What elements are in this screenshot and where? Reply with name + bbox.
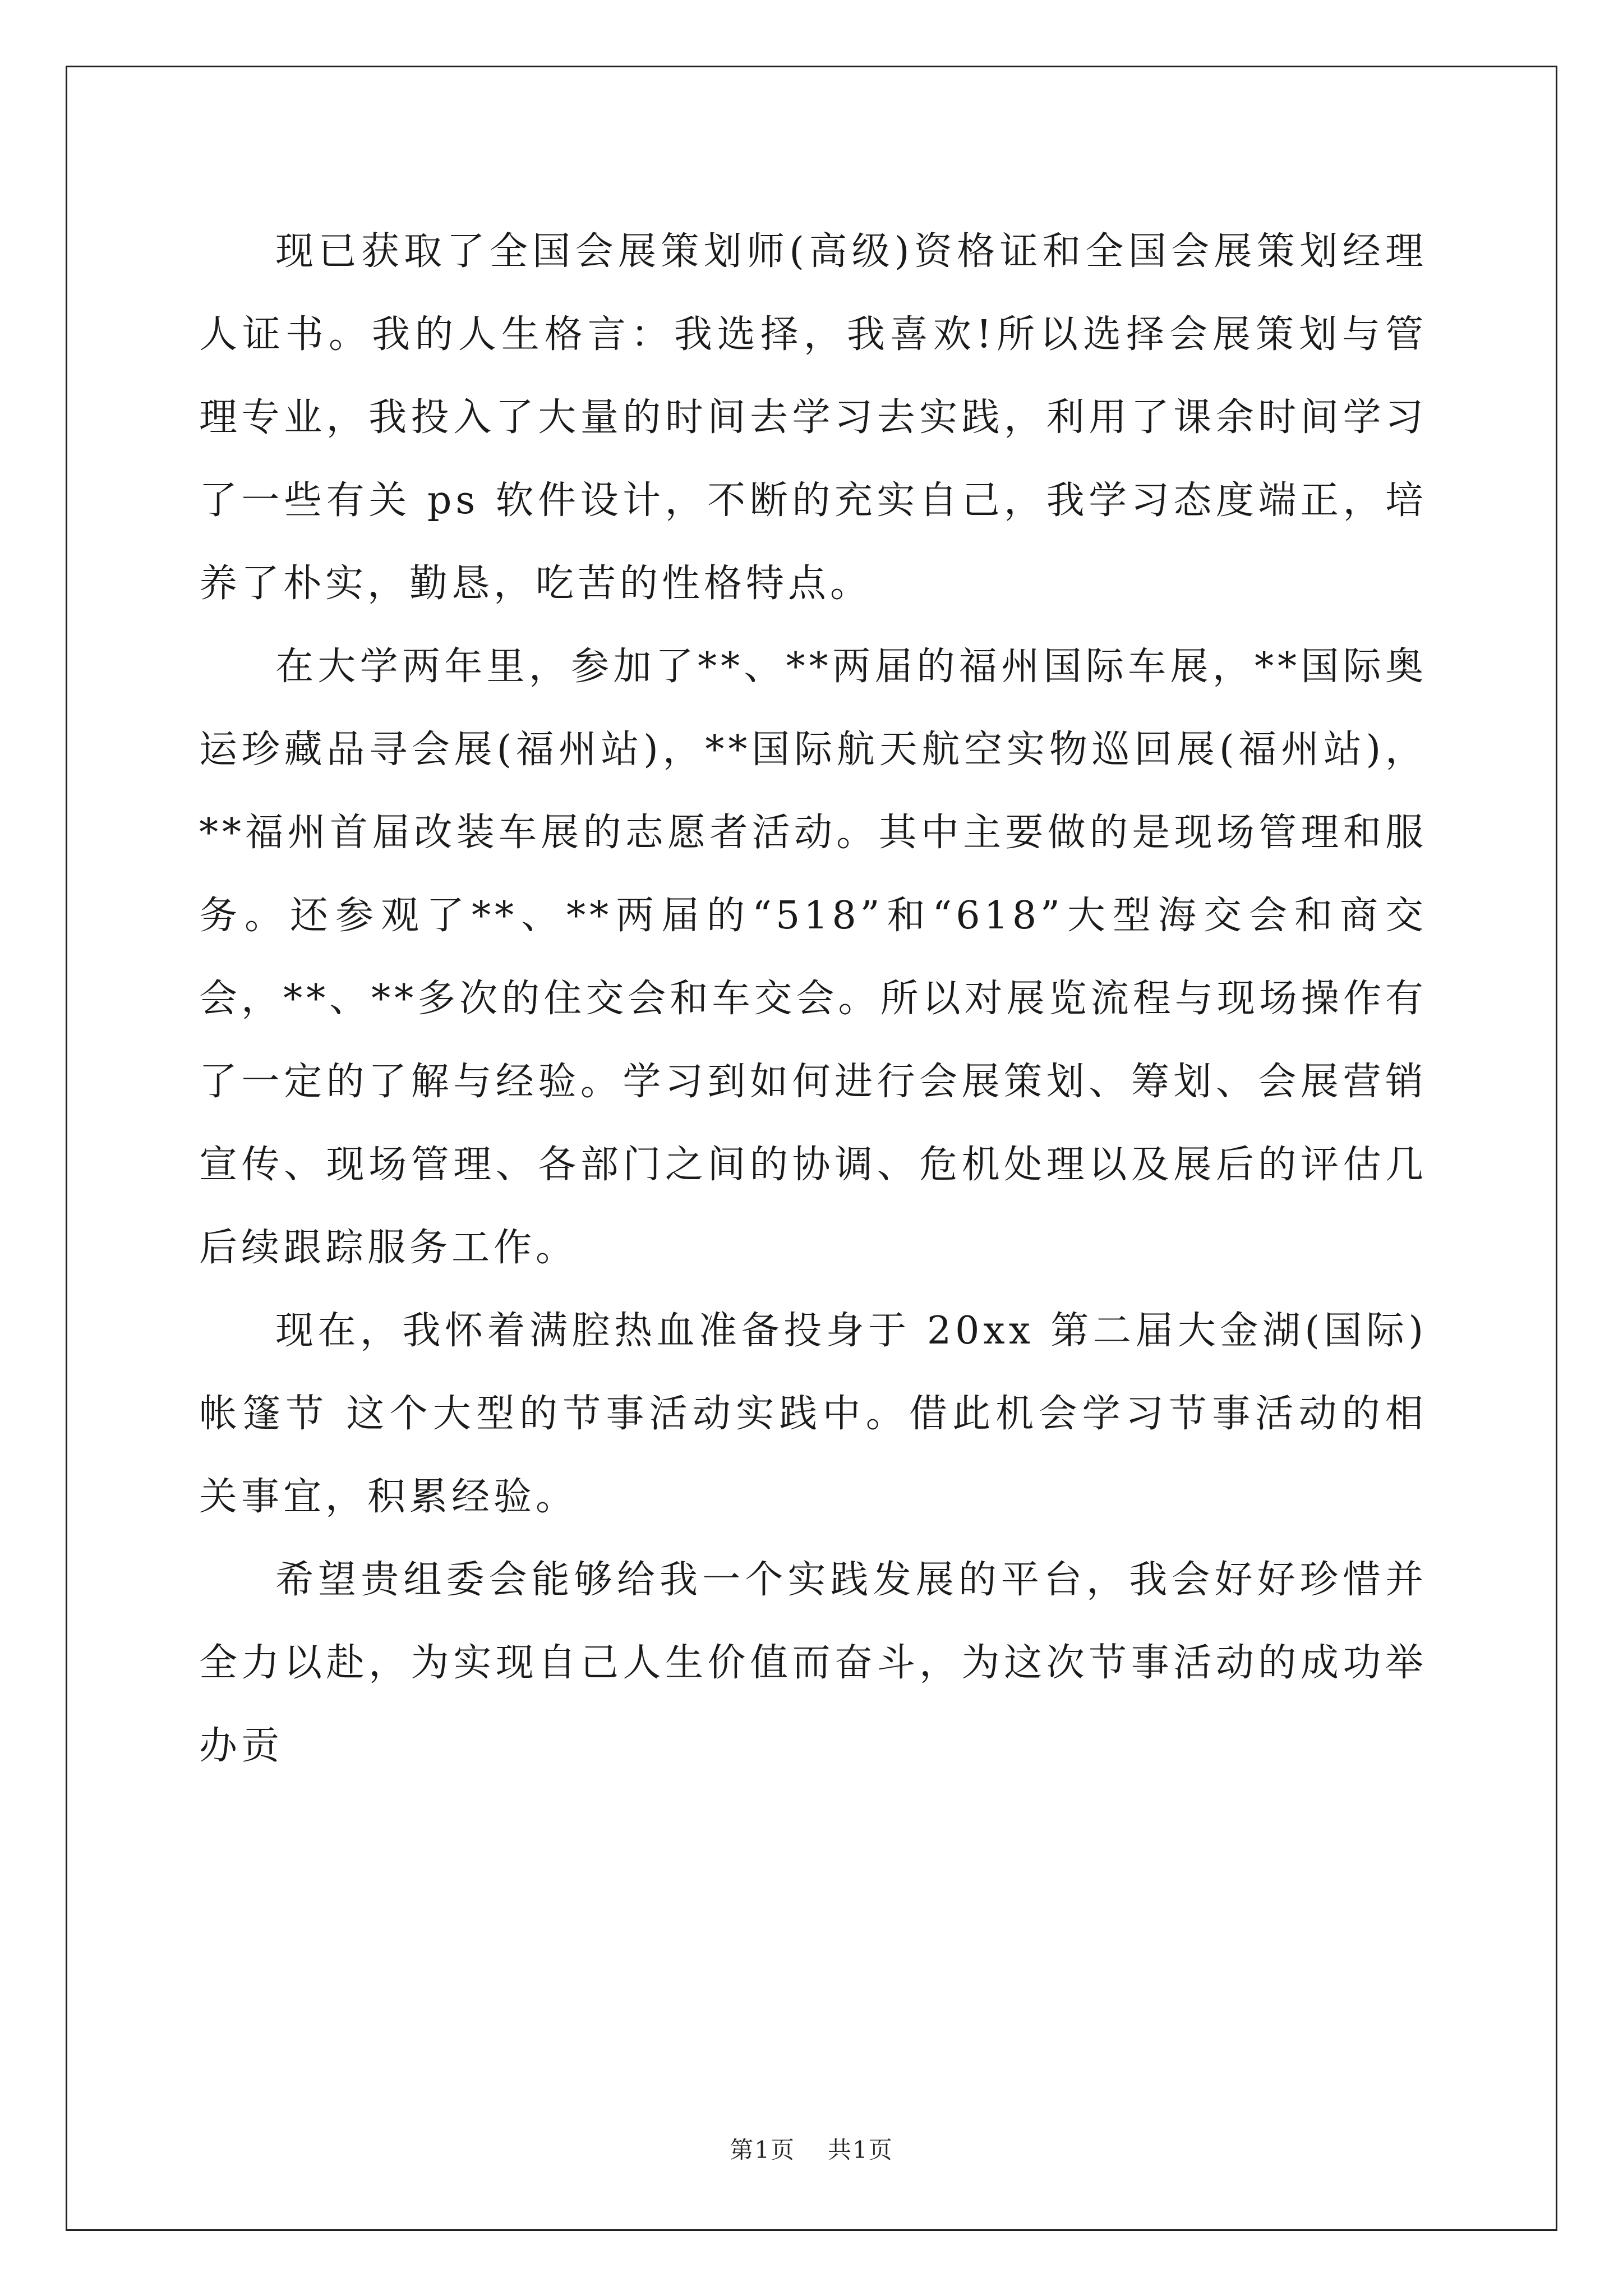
page-number: 第1页 [730,2136,795,2164]
paragraph: 现已获取了全国会展策划师(高级)资格证和全国会展策划经理人证书。我的人生格言：我选择，我喜欢!所以选择会展策划与管理专业，我投入了大量的时间去学习去实践，利用了课余时间学习了一些有关 ps 软件设计，不断的充实自己，我学习态度端正，培养了朴实，勤恳，吃苦的性格特点。 [199,229,1427,606]
document-body [199,210,1427,1788]
paragraph: 希望贵组委会能够给我一个实践发展的平台，我会好好珍惜并全力以赴，为实现自己人生价值而奋斗，为这次节事活动的成功举办贡 [199,1558,1427,1768]
paragraph: 现在，我怀着满腔热血准备投身于 20xx 第二届大金湖(国际)帐篷节 这个大型的节事活动实践中。借此机会学习节事活动的相关事宜，积累经验。 [199,1309,1427,1519]
paragraph: 在大学两年里，参加了**、**两届的福州国际车展，**国际奥运珍藏品寻会展(福州站)，**国际航天航空实物巡回展(福州站)，**福州首届改装车展的志愿者活动。其中主要做的是现场管理和服务。还参观了**、**两届的“518”和“618”大型海交会和商交会，**、**多次的住交会和车交会。所以对展览流程与现场操作有了一定的了解与经验。学习到如何进行会展策划、筹划、会展营销宣传、现场管理、各部门之间的协调、危机处理以及展后的评估几后续跟踪服务工作。 [199,645,1427,1270]
page-count: 共1页 [828,2136,893,2164]
page-footer [0,2132,1623,2165]
